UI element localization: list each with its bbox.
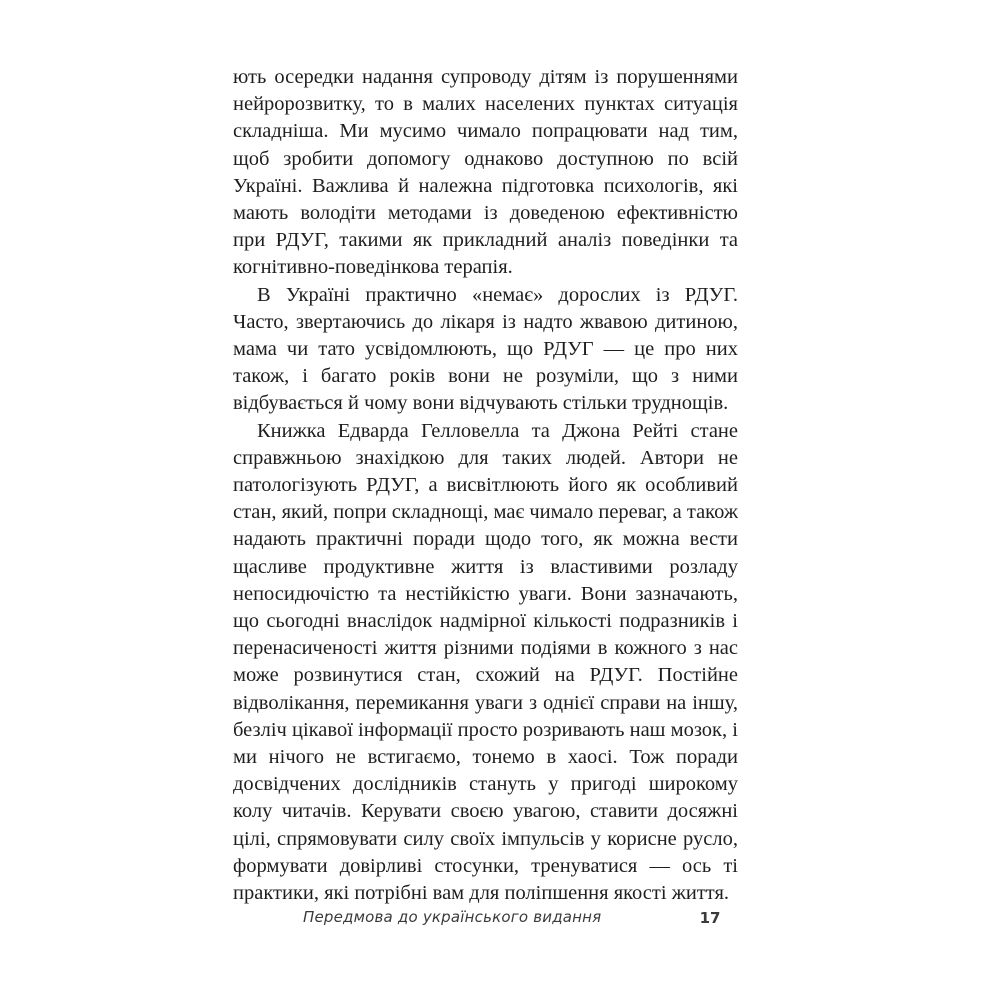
paragraph: Книжка Едварда Гелловелла та Джона Рейті стане справжньою знахідкою для таких людей. Автори не патологізують РДУГ, а висвітлюють його як особливий стан, який, попри складнощі, має чимало переваг, а також надають практичні поради щодо того, як можна вести щасливе продуктивне життя із властивими розладу непосидючістю та нестійкістю уваги. Вони зазначають, що сьогодні внаслідок надмірної кількості подразників і перенасиченості життя різними подіями в кожного з нас може розвинутися стан, схожий на РДУГ. Постійне відволікання, перемикання уваги з однієї справи на іншу, безліч цікавої інформації просто розривають наш мозок, і ми нічого не встигаємо, тонемо в хаосі. Тож поради досвідчених дослідників стануть у пригоді широкому колу читачів. Керувати своєю увагою, ставити досяжні цілі, спрямовувати силу своїх імпульсів у корисне русло, формувати довірливі стосунки, тренуватися — ось ті практики, які потрібні вам для поліпшення якості життя.: [233, 419, 738, 905]
body-text-block: [233, 64, 738, 907]
paragraph-continuation: ють осередки надання супроводу дітям із порушеннями нейророзвитку, то в малих населених пунктах ситуація складніша. Ми мусимо чимало попрацювати над тим, щоб зробити допомогу однаково доступною по всій Україні. Важлива й належна підготовка психологів, які мають володіти методами із доведеною ефективністю при РДУГ, такими як прикладний аналіз поведінки та когнітивно-поведінкова терапія.: [233, 66, 738, 279]
running-footer-title: Передмова до українського видання: [303, 908, 602, 926]
paragraph: В Україні практично «немає» дорослих із РДУГ. Часто, звертаючись до лікаря із надто жвавою дитиною, мама чи тато усвідомлюють, що РДУГ — це про них також, і багато років вони не розуміли, що з ними відбувається й чому вони відчувають стільки труднощів.: [233, 283, 738, 415]
page-number: 17: [699, 909, 721, 927]
